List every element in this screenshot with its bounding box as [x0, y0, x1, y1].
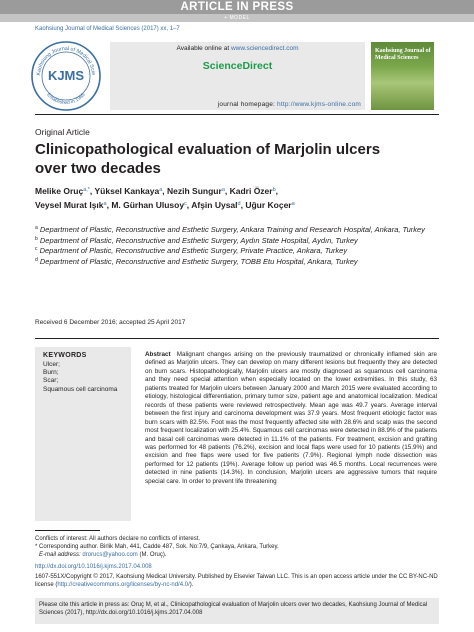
keyword: Ulcer;	[43, 361, 60, 368]
keyword: Scar;	[43, 377, 59, 385]
corresponding-author: * Corresponding author. Birlik Mah, 441, Cadde 487, Sok. No:7/9, Çankaya, Ankara, Turkey.	[35, 544, 279, 550]
received-dates: Received 6 December 2016; accepted 25 April 2017	[35, 319, 186, 326]
kjms-logo	[30, 40, 102, 112]
homepage-link[interactable]: http://www.kjms-online.com	[277, 101, 361, 108]
email-link[interactable]: drorucs@yahoo.com	[82, 552, 138, 558]
journal-header-panel	[110, 42, 365, 110]
conflicts-note: Conflicts of interest: All authors declare no conflicts of interest.	[35, 536, 201, 542]
sciencedirect-brand: ScienceDirect	[202, 60, 273, 72]
journal-cover-thumbnail	[371, 42, 434, 110]
citation-box: Please cite this article in press as: Oruç M, et al., Clinicopathological evaluation of Marjolin ulcers over two decades, Kaohsiung Journal of Medical Sciences (2017), http://dx.doi.org/10.1016/j.kjms.2017.04.008	[35, 598, 439, 624]
article-in-press-banner	[0, 0, 474, 14]
affiliation: $^a$ Department of Plastic, Reconstructive and Esthetic Surgery, Ankara Training and Research Hospital, Ankara, Turkey	[35, 225, 425, 234]
logo-ring-text: Kaohsiung Journal of Medical Scie	[35, 45, 97, 76]
doi-link[interactable]: http://dx.doi.org/10.1016/j.kjms.2017.04.008	[35, 564, 152, 570]
banner-subtitle: + MODEL	[224, 15, 250, 21]
email-line: E-mail address: drorucs@yahoo.com (M. Oruç).	[39, 552, 167, 558]
article-title	[35, 140, 435, 178]
journal-homepage: journal homepage: http://www.kjms-online.com	[217, 101, 361, 108]
abstract-text: Malignant changes arising on the previously traumatized or chronically inflamed skin are defined as Marjolin ulcers. They can develop on many different lesions but frequently they are detected on burn scars. Histopathologically, Marjolin ulcers are mostly diagnosed as squamous cell carcinoma and they need special attention when especially located on the lower extremities. In this study, 63 patients treated for Marjolin ulcers between January 2000 and March 2015 were evaluated according to etiology, histological differentiation, primary tumor size, patient age and anatomical localization. Medical records of these patients were reviewed retrospectively. Mean age was 49.7 years. Average interval between the first injury and carcinoma development was 37.9 years. Most frequent etiologic factor was burn scars with 82.5%. Foot was the most frequently affected site with 28.6% and scalp was the second most frequent localization with 25.4%. Squamous cell carcinomas were detected in 88.9% of the patients and basal cell carcinomas were detected in 11.1% of the patients. For treatment, excision and grafting was performed for 48 patients (76.2%), excision and local flaps were used for 10 patients (15.9%) and excision and free flaps were used for five patients (7.9%). Regional lymph node dissection was performed for 12 patients (19%). Average follow up period was 46.5 months. Local recurrences were detected in nine patients (14.3%). In conclusion, Marjolin ulcers are aggressive tumors that require special care. In order to prevent life threatening	[145, 351, 438, 485]
footnotes	[35, 535, 439, 559]
title-line-1: Clinicopathological evaluation of Marjolin ulcers	[35, 141, 381, 158]
banner-title: ARTICLE IN PRESS	[180, 1, 294, 13]
author: Melike Oruç$^{a,*}$,	[35, 186, 95, 196]
logo-acronym: KJMS	[47, 68, 85, 83]
copyright-notice: 1607-551X/Copyright © 2017, Kaohsiung Medical University. Published by Elsevier Taiwan LLC. This is an open access article under the CC BY-NC-ND license (http://creativecommons.org/licenses/by-nc-nd/4.0/).	[35, 574, 438, 588]
author: Nezih Sungur$^a$,	[167, 186, 230, 196]
journal-reference: Kaohsiung Journal of Medical Sciences (2017) xx, 1–7	[35, 26, 180, 32]
abstract-label: Abstract	[145, 351, 171, 358]
keywords-heading: KEYWORDS	[43, 352, 87, 359]
keyword: Burn;	[43, 369, 59, 377]
author: Afşin Uysal$^d$,	[191, 199, 246, 210]
title-line-2: over two decades	[35, 160, 161, 177]
available-online: Available online at www.sciencedirect.com	[176, 45, 299, 52]
article-type: Original Article	[35, 127, 90, 137]
author-list	[35, 184, 435, 211]
author: Yüksel Kankaya$^a$,	[94, 186, 168, 196]
abstract	[145, 351, 437, 486]
abstract-divider	[35, 338, 439, 339]
sciencedirect-link[interactable]: www.sciencedirect.com	[230, 45, 299, 52]
banner-subtitle-strip	[0, 14, 474, 22]
affiliation: $^c$ Department of Plastic, Reconstructive and Esthetic Surgery, Private Practice, Ankara, Turkey	[35, 246, 348, 255]
footnote-divider	[35, 530, 100, 531]
affiliation: $^d$ Department of Plastic, Reconstructive and Esthetic Surgery, TOBB Etu Hospital, Ankara, Turkey	[35, 256, 358, 266]
author: M. Gürhan Ulusoy$^c$,	[111, 199, 192, 210]
logo-established: Established in 1985	[45, 91, 87, 107]
cover-title: Kaohsiung Journal of Medical Sciences	[375, 48, 431, 61]
keywords-panel	[35, 347, 131, 521]
affiliation-list	[35, 224, 435, 266]
license-link[interactable]: http://creativecommons.org/licenses/by-nc-nd/4.0/	[57, 582, 190, 588]
header-divider	[35, 114, 439, 115]
author: Veysel Murat Işık$^a$,	[35, 199, 112, 210]
author: Uğur Koçer$^a$	[245, 199, 295, 210]
author: Kadri Özer$^b$,	[229, 186, 279, 196]
affiliation: $^b$ Department of Plastic, Reconstructive and Esthetic Surgery, Aydın State Hospital, Aydın, Turkey	[35, 235, 358, 245]
keyword: Squamous cell carcinoma	[43, 385, 118, 393]
